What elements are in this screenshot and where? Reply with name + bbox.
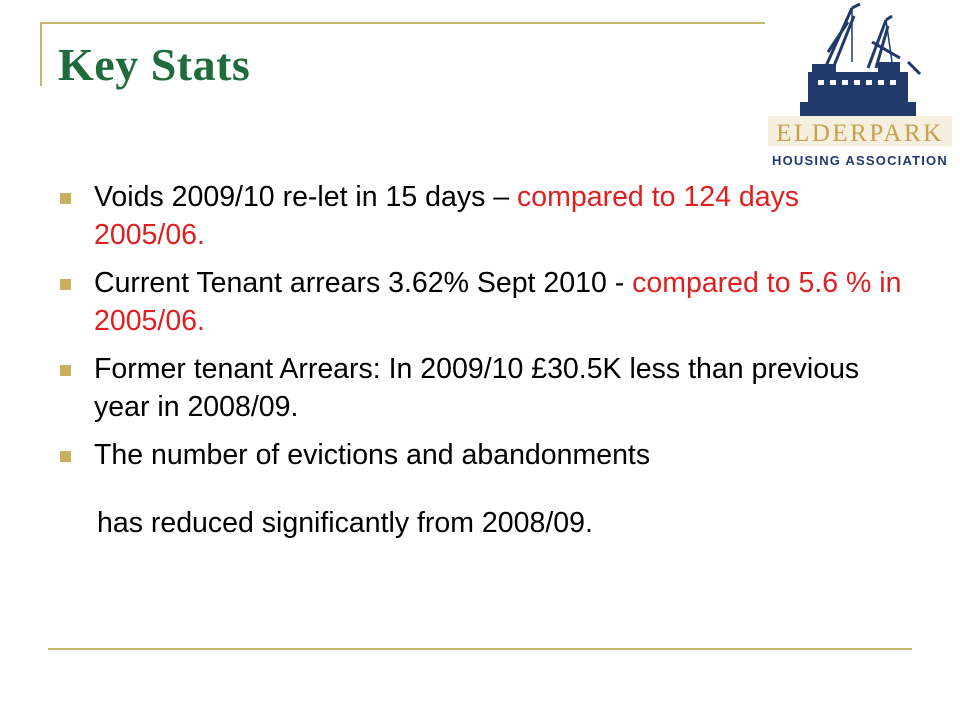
logo-name-line2: HOUSING ASSOCIATION: [772, 153, 948, 168]
logo-name-line1: ELDERPARK: [776, 120, 944, 147]
bullet-text: Current Tenant arrears 3.62% Sept 2010 -: [94, 267, 633, 299]
crane-logo-icon: [800, 4, 920, 118]
bullet-square-icon: [60, 279, 71, 290]
bullet-text: The number of evictions and abandonments: [94, 439, 651, 471]
bullet-item: [56, 264, 916, 340]
bullet-square-icon: [60, 365, 71, 376]
elderpark-logo: [768, 2, 952, 172]
bullet-item: [56, 178, 916, 254]
bullet-highlight: compared to 5.6 % in 2005/06.: [94, 267, 902, 337]
bullet-item: [56, 436, 916, 474]
top-rule: [40, 22, 765, 24]
bullet-continuation: has reduced significantly from 2008/09.: [97, 507, 593, 539]
bullet-item: [56, 350, 916, 426]
bullet-square-icon: [60, 193, 71, 204]
bullet-text: Voids 2009/10 re-let in 15 days –: [94, 181, 518, 213]
bullet-text: Former tenant Arrears: In 2009/10 £30.5K less than previous year in 2008/09.: [94, 353, 860, 423]
slide-title: Key Stats: [58, 39, 251, 90]
left-rule: [40, 22, 42, 86]
bottom-rule: [48, 648, 912, 650]
bullet-list: [56, 178, 916, 484]
bullet-highlight: compared to 124 days 2005/06.: [94, 181, 800, 251]
bullet-square-icon: [60, 451, 71, 462]
